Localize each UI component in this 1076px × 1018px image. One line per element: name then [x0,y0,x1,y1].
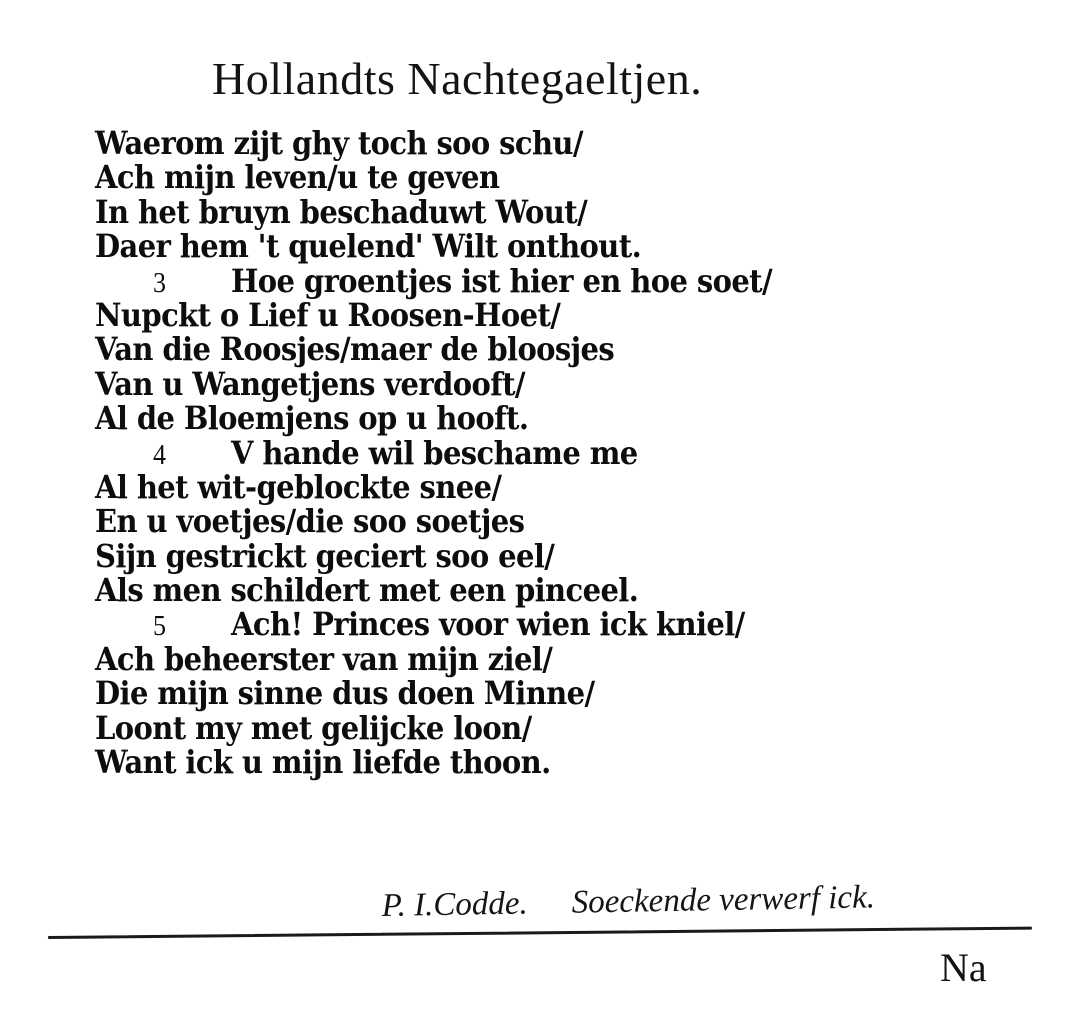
poem-line [95,537,772,574]
poem-line [95,434,772,471]
poem-line-text: Als men schildert met een pinceel. [95,571,639,609]
running-title: Hollandts Nachtegaeltjen. [212,53,703,104]
poem-line [95,365,772,402]
poem-line-text: Waerom zijt ghy toch soo schu/ [95,124,583,162]
poem-line [95,193,772,230]
poem-line-text: Die mijn sinne dus doen Minne/ [95,674,595,712]
poem-line-text: En u voetjes/die soo soetjes [95,502,525,540]
poem-line-text: Daer hem 't quelend' Wilt onthout. [95,227,642,265]
poem-line-text: Loont my met gelijcke loon/ [95,709,532,746]
poem-line [95,297,772,334]
poem-line-text: Van die Roosjes/maer de bloosjes [95,330,615,368]
poem-line-text: Sijn gestrickt geciert soo eel/ [95,537,555,575]
poem-line-text: Want ick u mijn liefde thoon. [95,743,551,781]
stanza-number: 4 [153,438,166,470]
poem-line-text: Al het wit-geblockte snee/ [95,468,502,506]
poem-line-text: Al de Bloemjens op u hooft. [95,399,529,437]
poem-line [95,262,772,299]
poem-line-text: Nupckt o Lief u Roosen-Hoet/ [95,296,561,334]
poem-line-text: V hande wil beschame me [231,434,638,471]
horizontal-rule [48,927,1032,939]
poem-line [95,744,772,781]
poem-line [95,640,772,677]
poem-line-text: Hoe groentjes ist hier en hoe soet/ [231,262,772,299]
poem-line [95,503,772,540]
poem-line-text: Ach mijn leven/u te geven [95,159,500,196]
poem-line-text: Van u Wangetjens verdooft/ [95,365,525,403]
poem-line [95,331,772,368]
poem-line-text: Ach! Princes voor wien ick kniel/ [231,606,745,643]
signature-line [381,879,875,925]
poem-line [95,228,772,265]
poem-line [95,125,772,162]
poem-line-text: Ach beheerster van mijn ziel/ [95,640,553,678]
poem-line [95,159,772,196]
stanza-number: 5 [153,610,166,642]
poem-line [95,606,772,643]
poem-line [95,709,772,746]
poem [95,126,772,779]
author-name: P. I.Codde. [381,885,529,925]
poem-line-text: In het bruyn beschaduwt Wout/ [95,193,588,231]
poem-line [95,400,772,437]
poem-line [95,572,772,609]
poem-line [95,675,772,712]
stanza-number: 3 [153,266,166,298]
poem-line [95,469,772,506]
author-motto: Soeckende verwerf ick. [571,879,876,921]
catchword: Na [940,945,987,990]
